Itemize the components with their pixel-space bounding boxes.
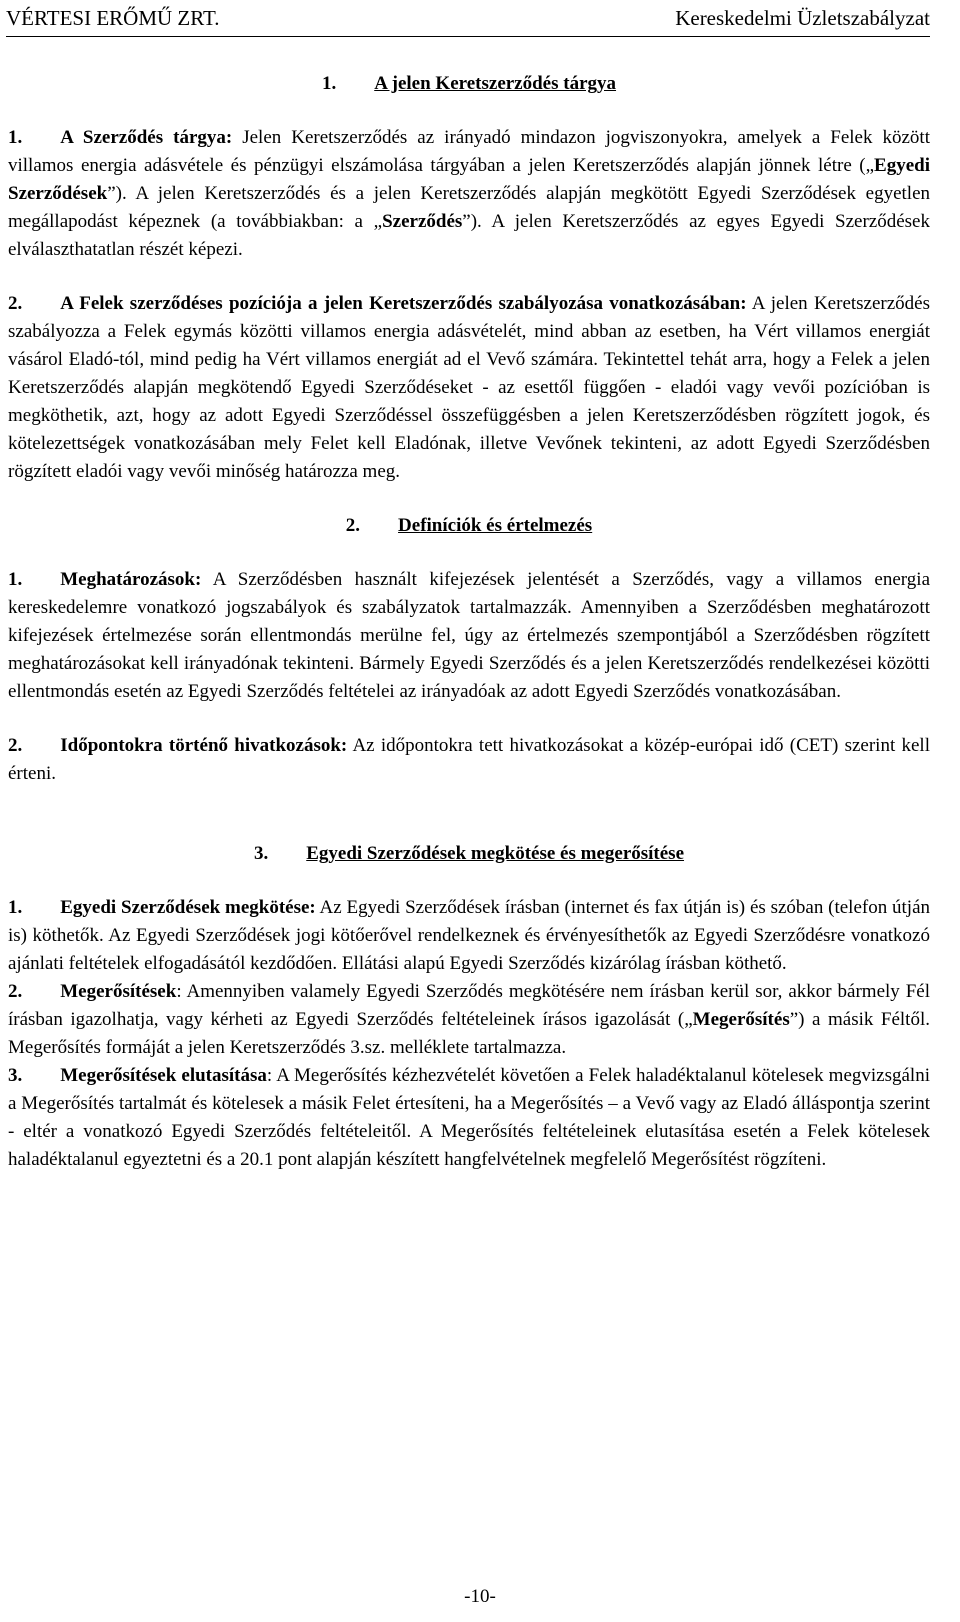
section-title: A jelen Keretszerződés tárgya bbox=[374, 73, 617, 94]
paragraph-term: Egyedi Szerződések megkötése: bbox=[60, 897, 316, 918]
section-1-heading bbox=[8, 70, 930, 98]
paragraph-text: ”). A jelen Keretszerződés az egyes Egyedi Szerződések elválaszthatatlan részét képezi. bbox=[8, 211, 930, 260]
paragraph-3-3 bbox=[8, 1062, 930, 1174]
paragraph-term: Időpontokra történő hivatkozások: bbox=[60, 735, 348, 756]
paragraph-text: A Szerződésben használt kifejezések jelentését a Szerződés, vagy a villamos energia kereskedelemre vonatkozó jogszabályok és szabályzatok tartalmazzák. Amennyiben a Szerződésben meghatározott kifejezések értelmezése során ellentmondás merülne fel, úgy az értelmezés szempontjából a Szerződésben rögzített meghatározásokat kell irányadónak tekinteni. Bármely Egyedi Szerződés és a jelen Keretszerződés rendelkezései közötti ellentmondás esetén az Egyedi Szerződés feltételei az irányadóak az adott Egyedi Szerződés vonatkozásában. bbox=[8, 569, 930, 702]
paragraph-text: ”). A jelen Keretszerződés és a jelen Keretszerződés alapján megkötött Egyedi Szerződések egyetlen megállapodást képeznek (a továbbiakban: a „ bbox=[8, 183, 930, 232]
paragraph-term: Megerősítések elutasítása bbox=[60, 1065, 267, 1086]
section-number: 3. bbox=[253, 843, 269, 864]
paragraph-term: A Felek szerződéses pozíciója a jelen Keretszerződés szabályozása vonatkozásában: bbox=[60, 293, 747, 314]
header-rule bbox=[6, 36, 930, 37]
section-title: Egyedi Szerződések megkötése és megerősítése bbox=[306, 843, 685, 864]
paragraph-text: Az időpontokra tett hivatkozásokat a közép-európai idő (CET) szerint kell érteni. bbox=[8, 735, 930, 784]
paragraph-3-2 bbox=[8, 978, 930, 1062]
paragraph-number: 2. bbox=[8, 735, 23, 756]
paragraph-2-2 bbox=[8, 732, 930, 788]
section-number: 1. bbox=[321, 73, 337, 94]
section-3-heading bbox=[8, 840, 930, 868]
paragraph-number: 2. bbox=[8, 981, 23, 1002]
section-number: 2. bbox=[345, 515, 361, 536]
paragraph-2-1 bbox=[8, 566, 930, 706]
section-title: Definíciók és értelmezés bbox=[398, 515, 593, 536]
paragraph-number: 3. bbox=[8, 1065, 23, 1086]
paragraph-text: : Amennyiben valamely Egyedi Szerződés megkötésére nem írásban kerül sor, akkor bármely Fél írásban igazolhatja, vagy kérheti az Egyedi Szerződés feltételeinek írásos igazolását („ bbox=[8, 981, 930, 1030]
paragraph-number: 1. bbox=[8, 897, 23, 918]
paragraph-text: : A Megerősítés kézhezvételét követően a Felek haladéktalanul kötelesek megvizsgálni a Megerősítés tartalmát és kötelesek a másik Felet értesíteni, ha a Megerősítés – a Vevő vagy az Eladó álláspontja szerint - eltér a vonatkozó Egyedi Szerződés feltételeitől. A Megerősítés feltételeinek elutasítása esetén a Felek kötelesek haladéktalanul egyeztetni és a 20.1 pont alapján készített hangfelvételnek megfelelő Megerősítést rögzíteni. bbox=[8, 1065, 930, 1170]
header-document-title: Kereskedelmi Üzletszabályzat bbox=[675, 6, 930, 30]
header-company: VÉRTESI ERŐMŰ ZRT. bbox=[6, 6, 220, 30]
paragraph-text: A jelen Keretszerződés szabályozza a Felek egymás közötti villamos energia adásvételét, mind abban az esetben, ha Vért villamos energiát vásárol Eladó-tól, mind pedig ha Vért villamos energiát ad el Vevő számára. Tekintettel tehát arra, hogy a Felek a jelen Keretszerződés alapján megkötendő Egyedi Szerződéseket - az esettől függően - eladói vagy vevői pozícióban is megköthetik, azt, hogy az adott Egyedi Szerződéssel összefüggésben a jelen Keretszerződésben rögzített jogok, és kötelezettségek vonatkozásában mely Felet kell Eladónak, illetve Vevőnek tekinteni, az adott Egyedi Szerződésben rögzített eladói vagy vevői minőség határozza meg. bbox=[8, 293, 931, 482]
paragraph-number: 1. bbox=[8, 127, 23, 148]
paragraph-number: 2. bbox=[8, 293, 23, 314]
paragraph-term: A Szerződés tárgya: bbox=[60, 127, 233, 148]
paragraph-text: ”) a másik Féltől. Megerősítés formáját a jelen Keretszerződés 3.sz. melléklete tartalmazza. bbox=[8, 1009, 930, 1058]
paragraph-number: 1. bbox=[8, 569, 23, 590]
document-body bbox=[8, 70, 930, 1174]
paragraph-1-1 bbox=[8, 124, 930, 264]
paragraph-term: Meghatározások: bbox=[60, 569, 202, 590]
page-number: -10- bbox=[464, 1586, 496, 1607]
paragraph-term: Megerősítések bbox=[60, 981, 177, 1002]
defined-term: Megerősítés bbox=[692, 1009, 790, 1030]
paragraph-text: Jelen Keretszerződés az irányadó mindazon jogviszonyokra, amelyek a Felek között villamos energia adásvétele és pénzügyi elszámolása tárgyában a jelen Keretszerződés alapján jönnek létre („ bbox=[8, 127, 930, 176]
paragraph-text: Az Egyedi Szerződések írásban (internet és fax útján is) és szóban (telefon útján is) köthetők. Az Egyedi Szerződések jogi kötőerővel rendelkeznek és érvényesíthetők az Egyedi Szerződésre vonatkozó ajánlati feltételek elfogadásától kezdődően. Ellátási alapú Egyedi Szerződés kizárólag írásban köthető. bbox=[8, 897, 930, 974]
paragraph-1-2 bbox=[8, 290, 930, 486]
defined-term: Szerződés bbox=[382, 211, 463, 232]
paragraph-3-1 bbox=[8, 894, 930, 978]
section-2-heading bbox=[8, 512, 930, 540]
defined-term: Egyedi Szerződések bbox=[8, 155, 930, 204]
